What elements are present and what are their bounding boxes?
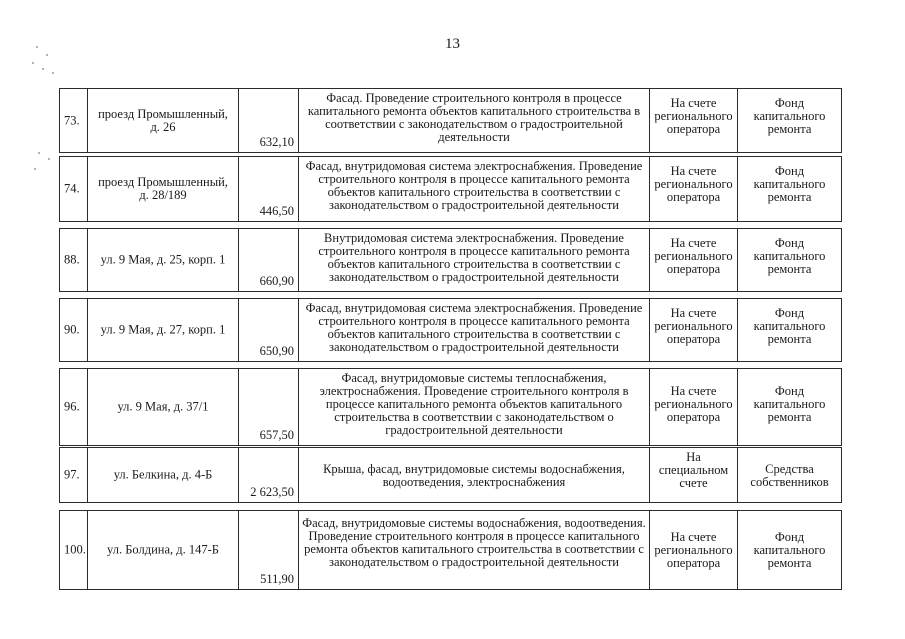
row-number-cell <box>60 157 88 221</box>
source-cell <box>738 89 841 152</box>
area-cell <box>239 511 299 589</box>
work-cell <box>299 369 650 445</box>
area-value: 660,90 <box>259 274 294 288</box>
row-number: 96. <box>64 399 80 414</box>
source-cell <box>738 157 841 221</box>
account-cell <box>650 369 738 445</box>
account-cell <box>650 157 738 221</box>
account-cell <box>650 229 738 291</box>
table-row <box>59 88 842 153</box>
row-number: 74. <box>64 181 80 196</box>
address: проезд Промышленный, д. 26 <box>98 106 228 134</box>
row-number-cell <box>60 229 88 291</box>
account-cell <box>650 448 738 502</box>
source-cell <box>738 229 841 291</box>
work-cell <box>299 89 650 152</box>
table-row <box>59 447 842 503</box>
area-value: 650,90 <box>259 344 294 358</box>
page-number: 13 <box>445 36 460 52</box>
area-cell <box>239 229 299 291</box>
work-description: Фасад, внутридомовая система электроснабжения. Проведение строительного контроля в процессе капитального ремонта объектов капитального строительства в соответствии с законодательством о градостроительной деятельности <box>305 159 643 212</box>
area-value: 2 623,50 <box>250 485 294 499</box>
funding-source: Фонд капитального ремонта <box>753 164 826 204</box>
row-number-cell <box>60 511 88 589</box>
funding-source: Фонд капитального ремонта <box>753 384 826 424</box>
funding-source: Средства собственников <box>750 462 829 489</box>
address-cell <box>88 229 239 291</box>
area-cell <box>239 299 299 361</box>
table-row <box>59 510 842 590</box>
address-cell <box>88 89 239 152</box>
table-row <box>59 156 842 222</box>
source-cell <box>738 448 841 502</box>
row-number-cell <box>60 448 88 502</box>
work-cell <box>299 299 650 361</box>
address-cell <box>88 157 239 221</box>
work-description: Фасад. Проведение строительного контроля в процессе капитального ремонта объектов капитального строительства в соответствии с законодательством о градостроительной деятельности <box>307 91 641 144</box>
source-cell <box>738 369 841 445</box>
area-value: 446,50 <box>259 204 294 218</box>
address: ул. 9 Мая, д. 25, корп. 1 <box>100 252 226 267</box>
area-cell <box>239 448 299 502</box>
address: ул. Болдина, д. 147-Б <box>107 542 219 557</box>
area-value: 632,10 <box>259 135 294 149</box>
work-description: Фасад, внутридомовые системы теплоснабжения, электроснабжения. Проведение строительного контроля в процессе капитального ремонта объектов капитального строительства в соответствии с законодательством о градостроительной деятельности <box>319 371 629 437</box>
account-cell <box>650 89 738 152</box>
account-cell <box>650 511 738 589</box>
area-value: 511,90 <box>260 572 294 586</box>
source-cell <box>738 299 841 361</box>
address-cell <box>88 299 239 361</box>
work-description: Внутридомовая система электроснабжения. Проведение строительного контроля в процессе капитального ремонта объектов капитального строительства в соответствии с законодательством о градостроительной деятельности <box>318 231 630 284</box>
area-cell <box>239 157 299 221</box>
funding-source: Фонд капитального ремонта <box>753 96 826 136</box>
address: ул. Белкина, д. 4-Б <box>113 467 213 482</box>
address: ул. 9 Мая, д. 27, корп. 1 <box>100 322 226 337</box>
table-row <box>59 368 842 446</box>
area-cell <box>239 89 299 152</box>
account-type: На счете регионального оператора <box>654 236 733 276</box>
table-row <box>59 228 842 292</box>
work-cell <box>299 229 650 291</box>
work-description: Фасад, внутридомовые системы водоснабжения, водоотведения. Проведение строительного контроля в процессе капитального ремонта объектов капитального строительства в соответствии с законодательством о градостроительной деятельности <box>302 516 646 569</box>
account-type: На счете регионального оператора <box>654 384 733 424</box>
row-number: 97. <box>64 467 80 482</box>
row-number: 73. <box>64 113 80 127</box>
row-number: 100. <box>64 542 86 557</box>
work-cell <box>299 448 650 502</box>
funding-source: Фонд капитального ремонта <box>753 530 826 570</box>
row-number: 90. <box>64 322 80 337</box>
work-cell <box>299 157 650 221</box>
account-type: На счете регионального оператора <box>654 306 733 346</box>
row-number-cell <box>60 369 88 445</box>
address: проезд Промышленный, д. 28/189 <box>98 175 228 202</box>
account-type: На счете регионального оператора <box>654 164 733 204</box>
row-number-cell <box>60 89 88 152</box>
address-cell <box>88 511 239 589</box>
area-value: 657,50 <box>259 428 294 442</box>
account-type: На специальном счете <box>658 450 729 490</box>
work-description: Крыша, фасад, внутридомовые системы водоснабжения, водоотведения, электроснабжения <box>323 462 625 489</box>
source-cell <box>738 511 841 589</box>
row-number: 88. <box>64 252 80 267</box>
work-description: Фасад, внутридомовая система электроснабжения. Проведение строительного контроля в процессе капитального ремонта объектов капитального строительства в соответствии с законодательством о градостроительной деятельности <box>305 301 643 354</box>
account-type: На счете регионального оператора <box>654 530 733 570</box>
area-cell <box>239 369 299 445</box>
address-cell <box>88 448 239 502</box>
row-number-cell <box>60 299 88 361</box>
table-row <box>59 298 842 362</box>
account-cell <box>650 299 738 361</box>
funding-source: Фонд капитального ремонта <box>753 236 826 276</box>
funding-source: Фонд капитального ремонта <box>753 306 826 346</box>
address: ул. 9 Мая, д. 37/1 <box>117 399 209 414</box>
work-cell <box>299 511 650 589</box>
account-type: На счете регионального оператора <box>654 96 733 136</box>
address-cell <box>88 369 239 445</box>
